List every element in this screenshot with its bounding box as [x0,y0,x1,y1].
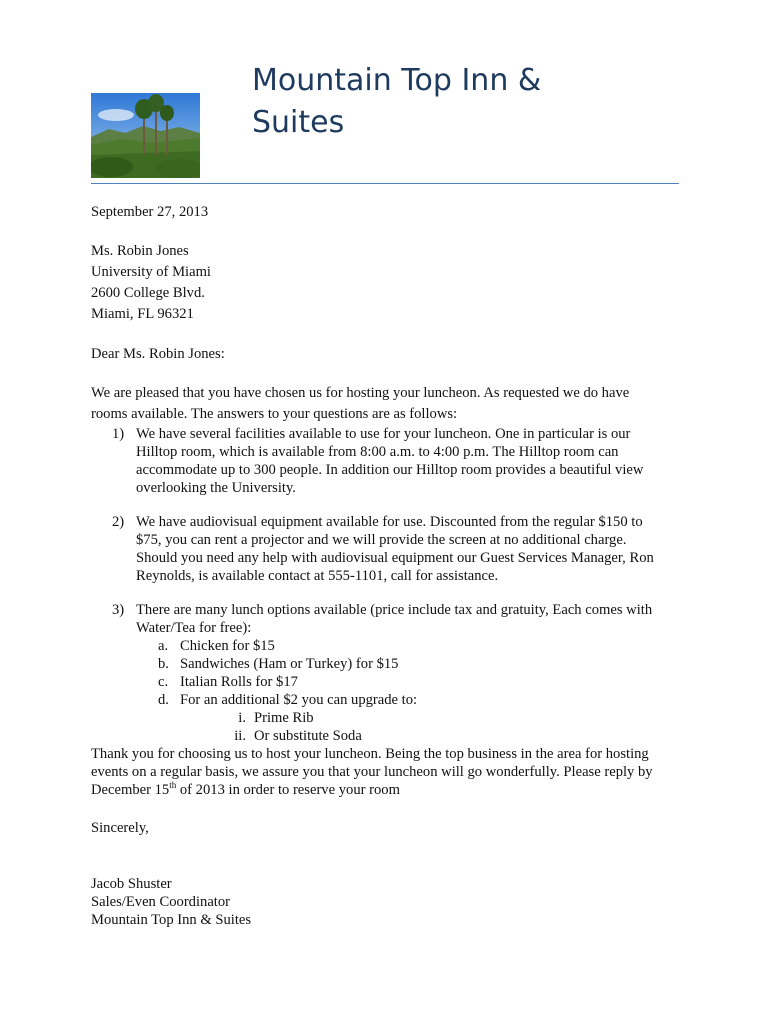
list-item-line: Reynolds, is available contact at 555-1101, call for assistance. [136,568,499,584]
list-item-line: We have several facilities available to use for your luncheon. One in particular is our [136,426,631,442]
inn-title [252,60,672,144]
list-item-line: There are many lunch options available (price include tax and gratuity, Each comes with [136,602,653,618]
list-item-line: Hilltop room, which is available from 8:00 a.m. to 4:00 p.m. The Hilltop room can [136,444,619,460]
list-item [91,425,681,497]
letter-body [91,203,681,929]
recipient-address [91,241,681,325]
reply-rest: of 2013 in order to reserve your room [176,782,400,798]
upgrade-text: Prime Rib [254,710,314,726]
closing-line: events on a regular basis, we assure you that your luncheon will go wonderfully. Please reply by [91,764,653,780]
header-landscape-photo [91,93,200,178]
list-item [91,513,681,585]
list-item-line: We have audiovisual equipment available for use. Discounted from the regular $150 to [136,514,643,530]
upgrade-option [91,727,681,745]
option-marker: c. [158,674,169,690]
option-marker: a. [158,638,169,654]
title-line-2: Suites [252,105,345,140]
list-item-line: overlooking the University. [136,480,296,496]
list-item-line: $75, you can rent a projector and we will provide the screen at no additional charge. [136,532,627,548]
list-item-line: accommodate up to 300 people. In addition our Hilltop room provides a beautiful view [136,462,644,478]
closing-line [91,781,681,799]
option-text: Chicken for $15 [180,638,275,654]
option-text: For an additional $2 you can upgrade to: [180,692,418,708]
reply-date: December 15 [91,782,170,798]
signer-title: Sales/Even Coordinator [91,894,231,910]
recipient-line: University of Miami [91,264,211,280]
option-marker: b. [158,656,169,672]
signature-block [91,875,681,929]
list-number: 1) [112,426,125,442]
lunch-option [91,655,681,673]
upgrade-text: Or substitute Soda [254,728,362,744]
option-text: Sandwiches (Ham or Turkey) for $15 [180,656,399,672]
header-divider [91,183,679,184]
ordinal-suffix: th [169,780,177,791]
lunch-option [91,637,681,655]
list-item-line: Should you need any help with audiovisual equipment our Guest Services Manager, Ron [136,550,654,566]
closing-paragraph [91,745,681,799]
recipient-line: Miami, FL 96321 [91,306,194,322]
list-number: 3) [112,602,125,618]
option-text: Italian Rolls for $17 [180,674,298,690]
list-number: 2) [112,514,125,530]
list-item-line: Water/Tea for free): [136,620,252,636]
closing-line: Thank you for choosing us to host your luncheon. Being the top business in the area for hosting [91,746,649,762]
recipient-line: Ms. Robin Jones [91,243,189,259]
recipient-line: 2600 College Blvd. [91,285,205,301]
list-item [91,601,681,637]
upgrade-marker: i. [238,710,246,726]
signoff: Sincerely, [91,820,149,836]
intro-line: rooms available. The answers to your questions are as follows: [91,406,458,422]
intro-paragraph [91,383,681,425]
salutation: Dear Ms. Robin Jones: [91,346,225,362]
title-line-1: Mountain Top Inn & [252,63,542,98]
signer-name: Jacob Shuster [91,876,172,892]
intro-line: We are pleased that you have chosen us for hosting your luncheon. As requested we do have [91,385,630,401]
upgrade-option [91,709,681,727]
letter-date: September 27, 2013 [91,204,209,220]
upgrade-marker: ii. [234,728,246,744]
signer-company: Mountain Top Inn & Suites [91,912,252,928]
lunch-option [91,691,681,709]
option-marker: d. [158,692,169,708]
lunch-option [91,673,681,691]
